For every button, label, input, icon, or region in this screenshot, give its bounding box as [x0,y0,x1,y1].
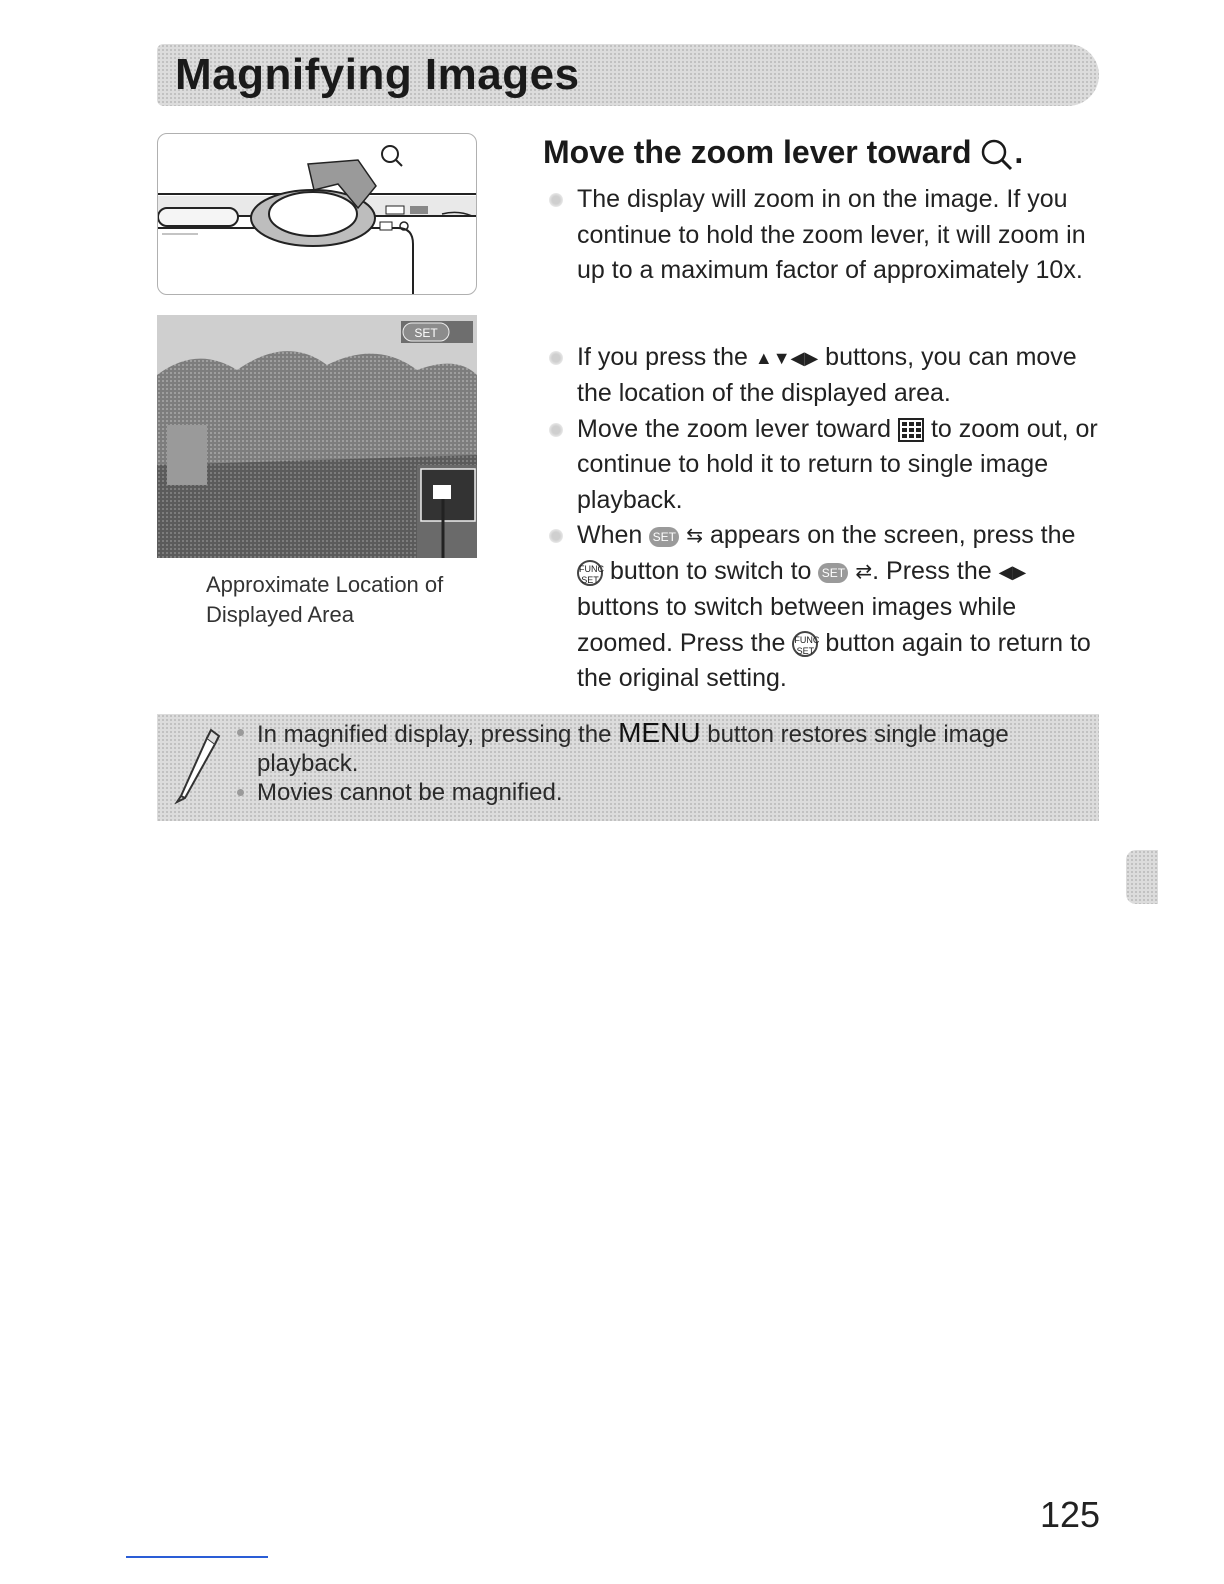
list-item [229,718,1089,778]
set-badge-icon: SET [649,527,679,547]
title-banner [157,44,1099,106]
step-heading-text: Move the zoom lever toward [543,134,972,170]
camera-top-drawing [158,134,477,295]
camera-zoom-lever-illustration [157,133,477,295]
list-item [229,778,1089,807]
func-set-button-icon: FUNC SET [577,560,603,586]
menu-button-label: MENU [618,717,701,748]
step-bullets-secondary [543,340,1103,697]
pencil-icon [171,724,221,804]
list-item [543,518,1103,697]
bullet-text: If you press the [577,343,748,371]
bullet-dot-icon [549,529,563,543]
set-badge-icon: SET [818,563,848,583]
footer-rule [126,1556,268,1558]
func-set-button-icon: FUNC SET [792,631,818,657]
list-item [543,340,1103,412]
set-badge-text: SET [414,326,438,340]
note-text: button restores single image playback. [257,721,1009,777]
bullet-text: button to switch to [609,557,812,586]
rotate-arrow-icon: ⇆ [686,524,703,547]
bullet-text: to zoom out, or continue to hold it to return to single image playback. [577,414,1098,514]
bullet-dot-icon [549,423,563,437]
displayed-area-caption [206,570,486,630]
left-right-arrows-icon: ◀▶ [998,561,1027,582]
chapter-side-tab [1126,850,1158,904]
note-text: In magnified display, pressing the [257,721,612,748]
step-heading: Move the zoom lever toward . [543,134,1024,170]
note-text: Movies cannot be magnified. [257,779,563,806]
index-grid-icon [898,418,924,442]
caption-line-2: Displayed Area [206,602,354,627]
note-dot-icon [237,729,244,736]
list-item [543,182,1103,289]
bullet-dot-icon [549,351,563,365]
arrow-buttons-icon: ▲▼◀▶ [754,347,819,368]
bullet-text: When [577,521,643,550]
list-item [543,412,1103,519]
caption-line-1: Approximate Location of [206,572,444,597]
zoomed-screen-illustration [157,315,477,558]
landscape-scene [157,315,477,558]
bullet-text: appears on the screen, press the [709,521,1076,550]
bullet-text: buttons to switch between images while zoomed. Press the [577,593,1017,657]
bullet-text: The display will zoom in on the image. If you continue to hold the zoom lever, it will zoom in up to a maximum factor of approximately 10x. [577,185,1086,284]
bullet-text: Move the zoom lever toward [577,414,892,443]
bullet-dot-icon [549,193,563,207]
note-box [157,714,1099,821]
note-list [229,718,1089,807]
page-title: Magnifying Images [175,50,580,99]
note-dot-icon [237,789,244,796]
step-bullets-primary [543,182,1103,289]
jump-icon: ⇄ [855,560,873,583]
bullet-text: buttons, you can move the location of the displayed area. [577,343,1077,408]
bullet-text: . Press the [872,557,992,586]
page-number: 125 [1040,1494,1101,1535]
bullet-text: button again to return to the original setting. [577,628,1091,693]
magnify-icon [980,138,1014,172]
